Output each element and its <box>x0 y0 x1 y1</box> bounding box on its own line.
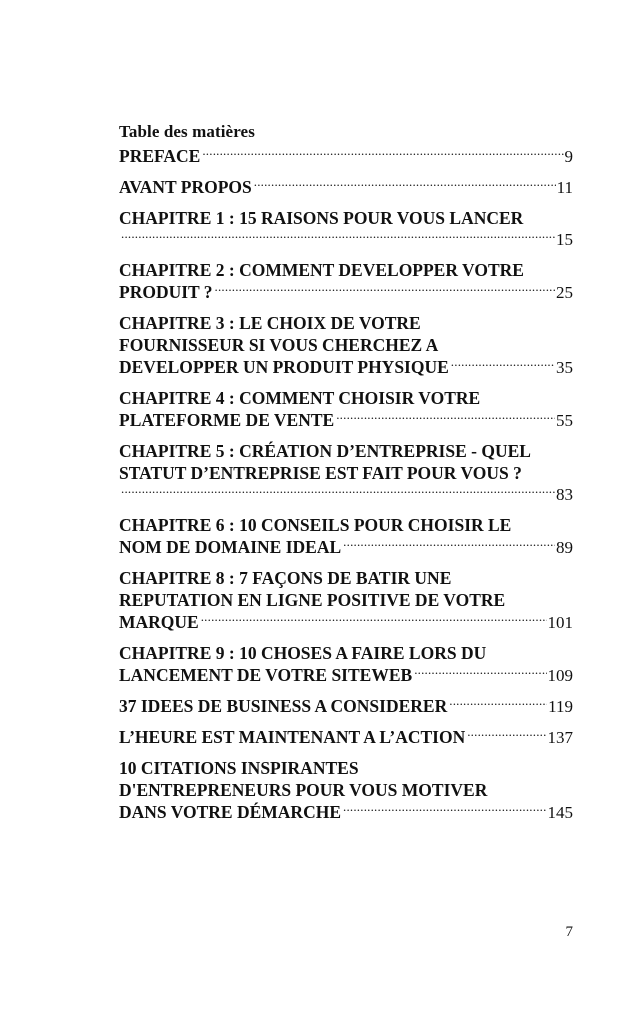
toc-entry-page-number: 11 <box>556 178 573 197</box>
toc-entry[interactable] <box>119 757 573 824</box>
toc-entry-title-line: CHAPITRE 2 : COMMENT DEVELOPPER VOTRE <box>119 260 524 280</box>
toc-entry-title-line: CHAPITRE 3 : LE CHOIX DE VOTRE <box>119 313 421 333</box>
dot-leader <box>254 179 556 193</box>
toc-entry[interactable] <box>119 207 573 251</box>
toc-entry-title-line: REPUTATION EN LIGNE POSITIVE DE VOTRE <box>119 590 506 610</box>
toc-entry-title-line: STATUT D’ENTREPRISE EST FAIT POUR VOUS ? <box>119 463 522 483</box>
toc-title: Table des matières <box>119 122 255 141</box>
toc-entry-page-number: 15 <box>556 230 573 249</box>
toc-entry-title-line: CHAPITRE 1 : 15 RAISONS POUR VOUS LANCER <box>119 208 524 228</box>
toc-entry[interactable] <box>119 642 573 687</box>
toc-entry-title-line: 10 CITATIONS INSPIRANTES <box>119 758 359 778</box>
toc-entry-title-last-line: MARQUE <box>119 612 199 632</box>
toc-entry-title-line: CHAPITRE 6 : 10 CONSEILS POUR CHOISIR LE <box>119 515 512 535</box>
toc-entry-row <box>119 695 573 718</box>
toc-entry-page-number: 9 <box>564 147 573 166</box>
toc-entry-title-last-line: 37 IDEES DE BUSINESS A CONSIDERER <box>119 696 448 716</box>
toc-entry-page-number: 83 <box>556 485 573 504</box>
toc-entry-page-number: 89 <box>556 538 573 557</box>
toc-entry[interactable] <box>119 514 573 559</box>
toc-entry-page-number: 35 <box>556 358 573 377</box>
toc-entry-row <box>119 726 573 749</box>
toc-entry-row <box>119 409 573 432</box>
dot-leader <box>343 539 555 553</box>
toc-entry-page-number: 101 <box>547 613 573 632</box>
toc-entry[interactable] <box>119 440 573 506</box>
toc-entry-page-number: 109 <box>547 666 573 685</box>
toc-entry-page-number: 145 <box>547 803 573 822</box>
dot-leader <box>121 486 555 500</box>
toc-entry[interactable] <box>119 176 573 199</box>
toc-entry[interactable] <box>119 259 573 304</box>
dot-leader <box>449 698 547 712</box>
toc-entry[interactable] <box>119 726 573 749</box>
toc-entry-row <box>119 801 573 824</box>
toc-entry-title-last-line: PREFACE <box>119 146 201 166</box>
dot-leader <box>343 804 547 818</box>
toc-entry-title-line: D'ENTREPRENEURS POUR VOUS MOTIVER <box>119 780 488 800</box>
toc-entry-row <box>119 145 573 168</box>
toc-entry-row <box>119 176 573 199</box>
toc-entry-title-last-line: DANS VOTRE DÉMARCHE <box>119 802 341 822</box>
toc-entry-row <box>119 664 573 687</box>
toc-list <box>119 145 573 824</box>
toc-entry-title-line: CHAPITRE 8 : 7 FAÇONS DE BATIR UNE <box>119 568 452 588</box>
toc-entry-title-last-line: LANCEMENT DE VOTRE SITEWEB <box>119 665 413 685</box>
toc-entry[interactable] <box>119 312 573 379</box>
page-number: 7 <box>565 924 573 940</box>
dot-leader <box>467 729 546 743</box>
dot-leader <box>215 284 555 298</box>
toc-entry[interactable] <box>119 567 573 634</box>
toc-entry-title-last-line: PLATEFORME DE VENTE <box>119 410 335 430</box>
dot-leader <box>201 614 547 628</box>
toc-entry-title-last-line: DEVELOPPER UN PRODUIT PHYSIQUE <box>119 357 449 377</box>
toc-entry[interactable] <box>119 387 573 432</box>
toc-entry-row <box>119 356 573 379</box>
toc-entry-title-line: CHAPITRE 9 : 10 CHOSES A FAIRE LORS DU <box>119 643 487 663</box>
toc-entry-title-last-line: NOM DE DOMAINE IDEAL <box>119 537 342 557</box>
toc-entry-title-last-line: AVANT PROPOS <box>119 177 252 197</box>
toc-entry-title-last-line: L’HEURE EST MAINTENANT A L’ACTION <box>119 727 466 747</box>
toc-entry-page-number: 25 <box>556 283 573 302</box>
toc-entry-title-line: CHAPITRE 4 : COMMENT CHOISIR VOTRE <box>119 388 481 408</box>
toc-entry-row <box>119 536 573 559</box>
toc-entry-title-line: FOURNISSEUR SI VOUS CHERCHEZ A <box>119 335 439 355</box>
toc-entry-row <box>119 611 573 634</box>
toc-entry-title-last-line: PRODUIT ? <box>119 282 213 302</box>
dot-leader <box>414 667 546 681</box>
toc-entry-page-number: 137 <box>547 728 573 747</box>
toc-entry-row <box>119 229 573 251</box>
toc-entry[interactable] <box>119 695 573 718</box>
toc-entry[interactable] <box>119 145 573 168</box>
dot-leader <box>202 148 563 162</box>
dot-leader <box>121 231 555 245</box>
toc-entry-row <box>119 281 573 304</box>
toc-entry-page-number: 55 <box>556 411 573 430</box>
toc-entry-title-line: CHAPITRE 5 : CRÉATION D’ENTREPRISE - QUEL <box>119 441 531 461</box>
toc-page <box>119 122 573 832</box>
toc-entry-page-number: 119 <box>548 697 573 716</box>
toc-entry-row <box>119 484 573 506</box>
dot-leader <box>336 412 555 426</box>
dot-leader <box>451 359 555 373</box>
